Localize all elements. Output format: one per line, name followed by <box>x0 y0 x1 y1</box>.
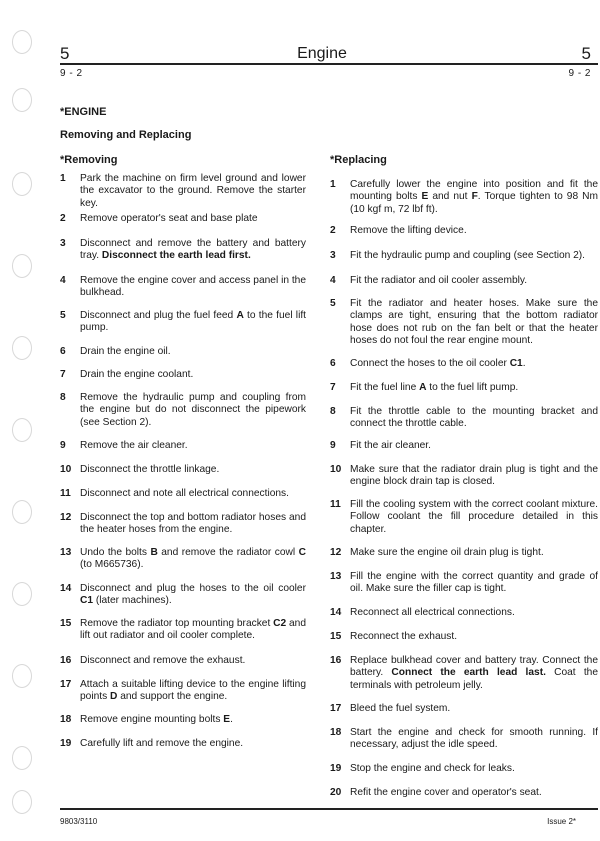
step-number: 10 <box>60 464 72 475</box>
step-number: 7 <box>60 369 66 380</box>
binder-hole-icon <box>12 582 32 606</box>
step-text-segment: Drain the engine oil. <box>80 346 171 357</box>
step-text <box>350 763 598 775</box>
step-text-bold: C1 <box>80 595 94 607</box>
binder-hole-icon <box>12 336 32 360</box>
step-text <box>350 250 598 262</box>
step-number: 17 <box>330 703 342 714</box>
step-text <box>350 631 598 643</box>
step-text-segment: Disconnect the throttle linkage. <box>80 464 220 475</box>
step-text <box>80 679 306 704</box>
step-number: 15 <box>60 618 72 629</box>
step-text-segment: Connect the hoses to the oil cooler <box>350 358 510 369</box>
page-number-left: 9 - 2 <box>60 68 83 79</box>
step-number: 16 <box>330 655 342 666</box>
step-text-segment: Disconnect and note all electrical connections. <box>80 488 289 499</box>
step-text-segment: Remove the lifting device. <box>350 225 467 236</box>
step-text-segment: Fit the hydraulic pump and coupling (see Section 2). <box>350 250 586 261</box>
step-text <box>350 547 598 559</box>
issue-number: Issue 2* <box>547 817 576 826</box>
step-text-segment: Fill the engine with the correct quantity and grade of oil. Make sure the filler cap is tight. <box>350 571 598 595</box>
step-text-segment: Drain the engine coolant. <box>80 369 194 380</box>
step-text-segment: Replace bulkhead cover and battery tray. Connect the battery. <box>350 655 598 679</box>
step-text-segment: Disconnect and plug the hoses to the oil cooler <box>80 583 306 594</box>
subheading: Removing and Replacing <box>60 129 192 141</box>
step-number: 5 <box>60 310 66 321</box>
step-number: 12 <box>330 547 342 558</box>
step-text <box>350 358 598 370</box>
step-text <box>350 298 598 347</box>
step-number: 8 <box>60 392 66 403</box>
step-number: 13 <box>330 571 342 582</box>
step-text <box>80 738 306 750</box>
step-text-segment: Disconnect and plug the fuel feed <box>80 310 237 321</box>
step-text-bold: Connect the earth lead last. <box>391 667 546 679</box>
step-number: 2 <box>330 225 336 236</box>
step-text-segment: Fit the air cleaner. <box>350 440 431 451</box>
step-text <box>80 346 306 358</box>
step-text <box>350 655 598 692</box>
step-number: 15 <box>330 631 342 642</box>
step-text-segment: (later machines). <box>93 595 172 607</box>
step-number: 17 <box>60 679 72 690</box>
step-text <box>350 607 598 619</box>
binder-hole-icon <box>12 172 32 196</box>
step-text <box>350 703 598 715</box>
section-number-right: 5 <box>581 44 591 63</box>
header-rule <box>60 63 598 65</box>
step-number: 9 <box>330 440 336 451</box>
step-text <box>80 547 306 572</box>
step-text <box>80 238 306 263</box>
step-text-segment: Carefully lower the engine into position and fit the mounting bolts <box>350 179 598 203</box>
step-text-segment: and remove the radiator cowl <box>157 547 299 558</box>
section-heading: *ENGINE <box>60 106 107 118</box>
step-text-bold: D <box>110 691 118 703</box>
step-number: 7 <box>330 382 336 393</box>
step-text <box>350 406 598 431</box>
step-number: 2 <box>60 213 66 224</box>
step-text-segment: Bleed the fuel system. <box>350 703 451 714</box>
step-text-segment: Remove the air cleaner. <box>80 440 188 451</box>
binder-hole-icon <box>12 500 32 524</box>
step-text-segment: Reconnect the exhaust. <box>350 631 458 642</box>
step-number: 14 <box>60 583 72 594</box>
step-text-segment: (to M665736). <box>80 559 144 571</box>
step-text-segment: Disconnect and remove the exhaust. <box>80 655 246 666</box>
binder-hole-icon <box>12 746 32 770</box>
step-text-segment: Attach a suitable lifting device to the engine lifting points <box>80 679 306 703</box>
step-text-bold: E <box>223 714 231 725</box>
step-number: 5 <box>330 298 336 309</box>
step-text-segment: . <box>230 714 233 725</box>
step-number: 18 <box>60 714 72 725</box>
step-text-segment: to the fuel lift pump. <box>80 310 306 334</box>
step-text-segment: Stop the engine and check for leaks. <box>350 763 515 774</box>
step-number: 11 <box>330 499 341 510</box>
binder-hole-icon <box>12 418 32 442</box>
step-number: 8 <box>330 406 336 417</box>
step-text-segment: Carefully lift and remove the engine. <box>80 738 244 749</box>
step-text-segment: Fill the cooling system with the correct coolant mixture. Follow coolant the fill procedure detailed in this chapter. <box>350 499 598 535</box>
step-text-segment: Fit the throttle cable to the mounting bracket and connect the throttle cable. <box>350 406 598 430</box>
step-text <box>80 488 306 500</box>
step-text-segment: Refit the engine cover and operator's seat. <box>350 787 542 798</box>
step-text-segment: Make sure that the radiator drain plug is tight and the engine block drain tap is closed. <box>350 464 598 488</box>
step-text <box>80 655 306 667</box>
step-number: 1 <box>330 179 336 190</box>
section-number-left: 5 <box>60 44 70 63</box>
step-text <box>350 382 598 394</box>
footer-rule <box>60 808 598 810</box>
step-text-segment: Coat the terminals with petroleum jelly. <box>350 667 598 691</box>
step-text-bold: A <box>236 310 244 321</box>
step-text-segment: Disconnect and remove the battery and battery tray. <box>80 238 306 262</box>
step-text-segment: to the fuel lift pump. <box>426 382 519 393</box>
step-number: 6 <box>330 358 336 369</box>
step-text <box>80 173 306 210</box>
step-number: 1 <box>60 173 66 184</box>
step-number: 10 <box>330 464 342 475</box>
step-number: 3 <box>60 238 66 249</box>
step-number: 11 <box>60 488 71 499</box>
step-text-segment: Make sure the engine oil drain plug is tight. <box>350 547 544 558</box>
binder-hole-icon <box>12 664 32 688</box>
step-text-segment: . <box>522 358 526 369</box>
step-text-segment: and support the engine. <box>117 691 228 703</box>
step-text-segment: Fit the fuel line <box>350 382 420 393</box>
binder-hole-icon <box>12 254 32 278</box>
step-text-segment: and nut <box>428 191 472 203</box>
step-text-segment: Fit the radiator and heater hoses. Make sure the clamps are tight, ensuring that the bottom radiator hose does not rub on the fan belt or that the heater hoses do not foul the rear engine mount. <box>350 298 598 346</box>
step-number: 9 <box>60 440 66 451</box>
step-text <box>80 714 306 726</box>
step-text <box>80 440 306 452</box>
step-number: 4 <box>330 275 336 286</box>
step-text-segment: Remove engine mounting bolts <box>80 714 224 725</box>
step-text-bold: C2 <box>273 618 287 629</box>
step-text-segment: Remove the radiator top mounting bracket <box>80 618 274 629</box>
step-number: 19 <box>60 738 72 749</box>
step-number: 6 <box>60 346 66 357</box>
step-text <box>80 310 306 335</box>
step-text <box>80 512 306 537</box>
step-text <box>80 369 306 381</box>
step-number: 12 <box>60 512 72 523</box>
step-number: 13 <box>60 547 72 558</box>
step-text-bold: F <box>471 191 478 203</box>
step-text <box>350 499 598 536</box>
step-text-segment: and lift out radiator and oil cooler complete. <box>80 618 307 642</box>
step-text <box>350 571 598 596</box>
step-number: 19 <box>330 763 342 774</box>
step-text-bold: Disconnect the earth lead first. <box>101 250 251 262</box>
step-text <box>80 275 306 300</box>
replacing-heading: *Replacing <box>330 154 387 166</box>
step-text-segment: Disconnect the top and bottom radiator hoses and the heater hoses from the engine. <box>80 512 306 536</box>
step-text-bold: C <box>298 547 306 558</box>
step-text <box>350 225 598 237</box>
step-text <box>80 213 306 225</box>
page-number-right: 9 - 2 <box>568 68 591 79</box>
step-text <box>350 440 598 452</box>
step-text-segment: Remove the hydraulic pump and coupling from the engine but do not disconnect the pipework (see Section 2). <box>80 392 306 428</box>
step-text-segment: Remove operator's seat and base plate <box>80 213 258 224</box>
step-text <box>350 464 598 489</box>
step-text-segment: Reconnect all electrical connections. <box>350 607 515 618</box>
step-text-segment: Undo the bolts <box>80 547 151 558</box>
binder-hole-icon <box>12 790 32 814</box>
step-text <box>80 392 306 429</box>
step-text <box>80 583 306 608</box>
document-number: 9803/3110 <box>60 817 98 826</box>
step-text-segment: Start the engine and check for smooth running. If necessary, adjust the idle speed. <box>350 727 598 751</box>
step-number: 4 <box>60 275 66 286</box>
step-text-bold: E <box>421 191 429 203</box>
step-text <box>350 727 598 752</box>
step-number: 20 <box>330 787 342 798</box>
page-title: Engine <box>297 45 347 62</box>
step-text-bold: A <box>419 382 427 393</box>
binder-hole-icon <box>12 88 32 112</box>
step-number: 16 <box>60 655 72 666</box>
step-text-bold: B <box>150 547 158 558</box>
step-text-bold: C1 <box>509 358 523 369</box>
removing-heading: *Removing <box>60 154 118 166</box>
step-text-segment: Fit the radiator and oil cooler assembly. <box>350 275 528 286</box>
step-number: 14 <box>330 607 342 618</box>
step-text <box>350 787 598 799</box>
step-text <box>350 179 598 216</box>
step-text-segment: . Torque tighten to 98 Nm (10 kgf m, 72 lbf ft). <box>350 191 599 215</box>
step-text <box>80 618 306 643</box>
step-number: 18 <box>330 727 342 738</box>
step-number: 3 <box>330 250 336 261</box>
step-text-segment: Park the machine on firm level ground and lower the excavator to the ground. Remove the starter key. <box>80 173 306 209</box>
step-text <box>80 464 306 476</box>
step-text <box>350 275 598 287</box>
step-text-segment: Remove the engine cover and access panel in the bulkhead. <box>80 275 306 299</box>
